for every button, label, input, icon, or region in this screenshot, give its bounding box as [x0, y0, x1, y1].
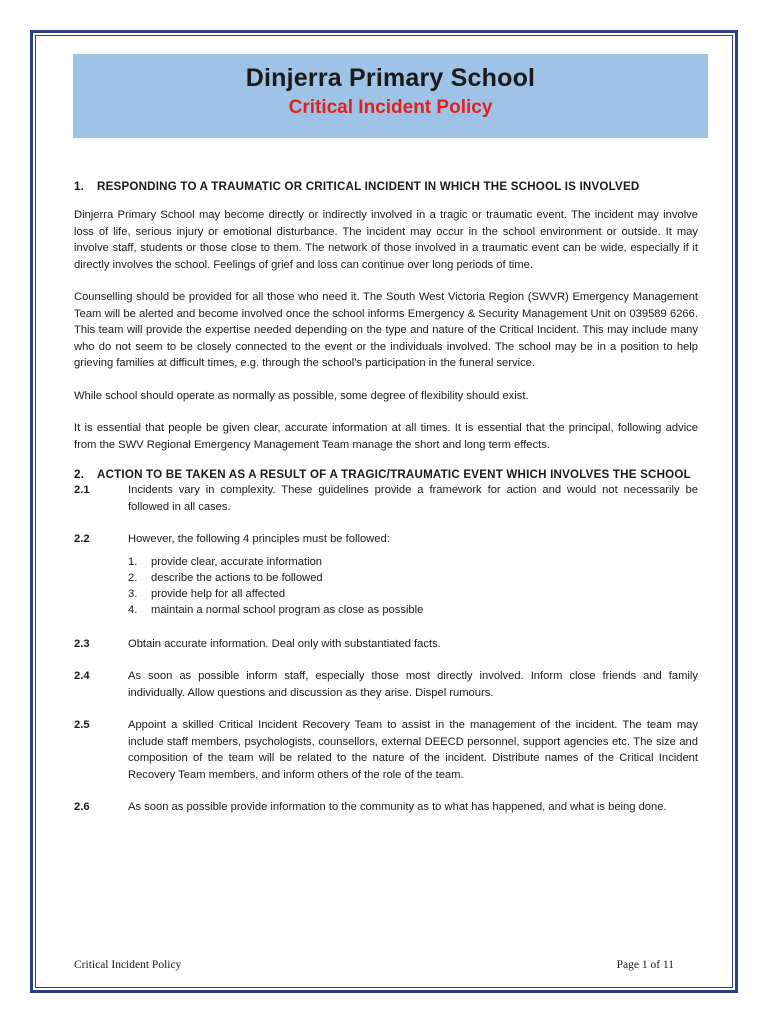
section-title: RESPONDING TO A TRAUMATIC OR CRITICAL INCIDENT IN WHICH THE SCHOOL IS INVOLVED	[97, 180, 640, 193]
section-number: 2.	[74, 468, 85, 481]
item-number: 2.2	[74, 533, 90, 545]
page-number: Page 1 of 11	[616, 959, 674, 971]
principles-list	[74, 554, 698, 618]
section-1-heading	[74, 178, 698, 195]
item-text: However, the following 4 principles must be followed:	[128, 533, 390, 545]
item-text: Appoint a skilled Critical Incident Recovery Team to assist in the management of the incident. The team may include staff members, psychologists, counsellors, external DEECD personnel, support agencies etc. The size and composition of the team will be related to the nature of the incident. Distribute names of the Critical Incident Recovery Team members, and inform others of the role of the team.	[128, 719, 698, 781]
list-item	[74, 531, 698, 548]
document-header	[73, 54, 708, 138]
item-number: 2.5	[74, 719, 90, 731]
paragraph: While school should operate as normally as possible, some degree of flexibility should exist.	[74, 389, 529, 402]
section-number: 1.	[74, 180, 85, 193]
list-item	[74, 668, 698, 701]
school-name: Dinjerra Primary School	[245, 64, 536, 92]
principle-item: 1. provide clear, accurate information	[128, 555, 323, 568]
list-item	[74, 636, 698, 653]
item-number: 2.6	[74, 801, 90, 813]
item-number: 2.3	[74, 637, 90, 650]
item-number: 2.4	[74, 670, 90, 682]
item-text: As soon as possible inform staff, especially those most directly involved. Inform close friends and family individually. Allow questions and discussion as they arise. Dispel rumours.	[128, 670, 698, 699]
document-body	[74, 178, 698, 816]
paragraph: Dinjerra Primary School may become directly or indirectly involved in a tragic or traumatic event. The incident may involve loss of life, serious injury or emotional disturbance. The incident may occur in the school environment or outside. It may involve staff, students or those close to them. The network of those involved in a traumatic event can be wide, especially if it directly involves the school. Feelings of grief and loss can continue over long periods of time.	[74, 209, 698, 271]
section-title: ACTION TO BE TAKEN AS A RESULT OF A TRAGIC/TRAUMATIC EVENT WHICH INVOLVES THE SCHOOL	[97, 468, 691, 481]
paragraph: Counselling should be provided for all those who need it. The South West Victoria Region (SWVR) Emergency Management Team will be alerted and become involved once the school informs Emergency & Security Management Unit on 039589 6266. This team will provide the expertise needed depending on the type and nature of the Critical Incident. This may include many who do not seem to be closely connected to the event or the individuals involved. The school may be in a position to help grieving families at difficult times, e.g. through the school’s participation in the funeral service.	[74, 291, 698, 369]
section-2-heading	[74, 466, 698, 483]
page-footer	[74, 959, 674, 971]
policy-title: Critical Incident Policy	[288, 97, 493, 118]
footer-title: Critical Incident Policy	[74, 959, 182, 971]
item-number: 2.1	[74, 484, 90, 496]
paragraph: It is essential that people be given clear, accurate information at all times. It is essential that the principal, following advice from the SWV Regional Emergency Management Team manage the short and long term effects.	[74, 422, 698, 451]
principle-item: 4. maintain a normal school program as close as possible	[128, 603, 424, 616]
principle-item: 2. describe the actions to be followed	[128, 571, 323, 584]
item-text: As soon as possible provide information to the community as to what has happened, and what is being done.	[128, 801, 667, 813]
list-item	[74, 482, 698, 515]
list-item	[74, 799, 698, 816]
list-item	[74, 717, 698, 783]
item-text: Incidents vary in complexity. These guidelines provide a framework for action and would not necessarily be followed in all cases.	[128, 484, 698, 513]
item-text: Obtain accurate information. Deal only with substantiated facts.	[128, 637, 441, 650]
principle-item: 3. provide help for all affected	[128, 587, 286, 600]
